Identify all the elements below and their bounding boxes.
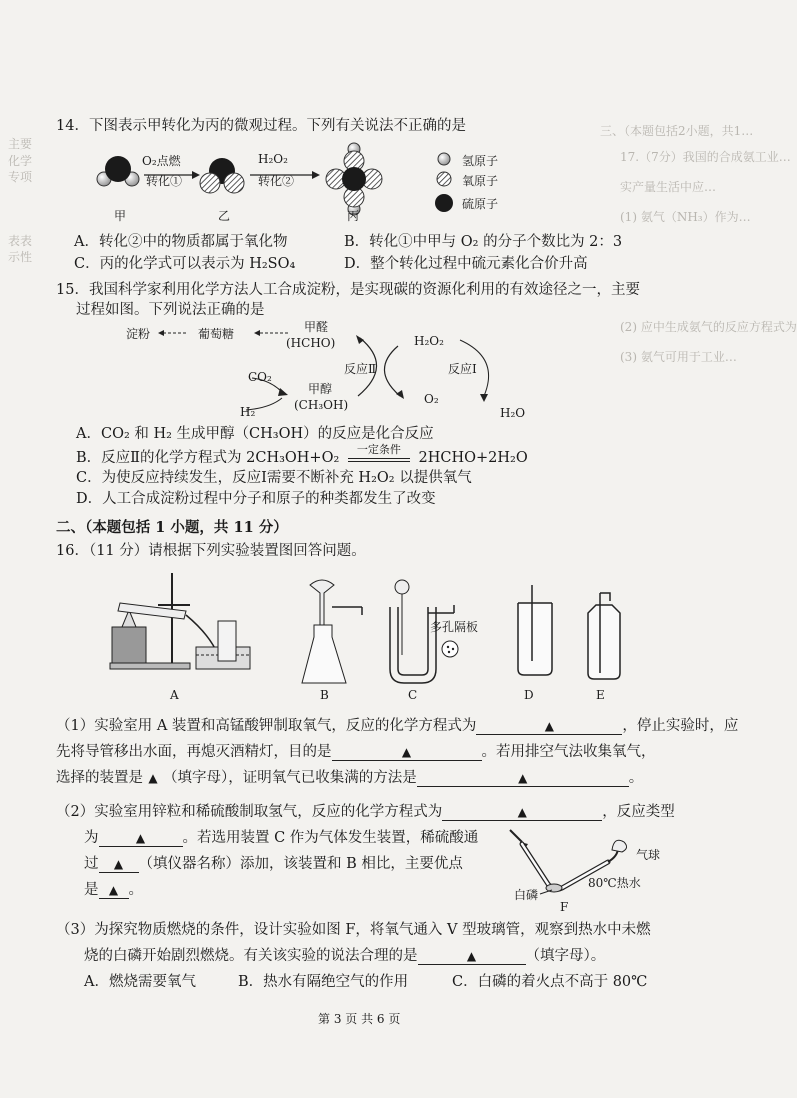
molecule-jia bbox=[97, 156, 139, 186]
h2o2-label: H₂O₂ bbox=[414, 334, 444, 348]
blank-choice[interactable] bbox=[418, 948, 526, 965]
h2o-label: H₂O bbox=[500, 406, 526, 420]
answer-mark: ▲ bbox=[135, 831, 146, 845]
q16-part3-line1: （3）为探究物质燃烧的条件，设计实验如图 F，将氧气通入 V 型玻璃管，观察到热水中未燃 bbox=[56, 922, 651, 938]
apparatus-label-c: C bbox=[408, 688, 418, 702]
q15-option-c[interactable]: C．为使反应持续发生，反应Ⅰ需要不断补充 H₂O₂ 以提供氧气 bbox=[76, 470, 472, 486]
q15-stem-line1: 15．我国科学家利用化学方法人工合成淀粉，是实现碳的资源化利用的有效途径之一，主要 bbox=[56, 282, 640, 298]
q16-option-c[interactable]: C．白磷的着火点不高于 80℃ bbox=[452, 974, 648, 990]
label-yi: 乙 bbox=[218, 209, 231, 223]
q14-stem: 14．下图表示甲转化为丙的微观过程。下列有关说法不正确的是 bbox=[56, 118, 466, 134]
label-bing: 丙 bbox=[347, 209, 360, 223]
q15-option-b-post: 2HCHO+2H₂O bbox=[418, 450, 528, 466]
q14-option-b[interactable]: B．转化①中甲与 O₂ 的分子个数比为 2：3 bbox=[344, 234, 623, 250]
h2-label: H₂ bbox=[240, 405, 256, 419]
q16-part1-line2 bbox=[56, 740, 656, 761]
legend-sulfur: 硫原子 bbox=[462, 197, 499, 211]
blank-reaction-type[interactable] bbox=[99, 830, 183, 847]
bleed-text: (2) 应中生成氨气的反应方程式为 bbox=[620, 320, 797, 334]
bleed-text: 三、（本题包括2小题，共1… bbox=[600, 124, 754, 138]
q14-option-c[interactable]: C．丙的化学式可以表示为 H₂SO₄ bbox=[74, 256, 296, 272]
q16-stem: 16．（11 分）请根据下列实验装置图回答问题。 bbox=[56, 543, 366, 559]
apparatus-a bbox=[110, 573, 250, 669]
answer-mark: ▲ bbox=[113, 857, 124, 871]
q15-option-b-pre: B．反应Ⅱ的化学方程式为 2CH₃OH+O₂ bbox=[76, 450, 340, 466]
q16-part2-text: ，反应类型 bbox=[602, 804, 675, 820]
q16-part1-text: （1）实验室用 A 装置和高锰酸钾制取氧气，反应的化学方程式为 bbox=[56, 718, 477, 734]
figure-f-label: F bbox=[560, 900, 569, 914]
balloon-label: 气球 bbox=[636, 848, 661, 862]
o2-label: O₂ bbox=[424, 392, 439, 406]
bleed-text: (3) 氨气可用于工业… bbox=[620, 350, 737, 364]
legend-sulfur-icon bbox=[435, 194, 453, 212]
arrow1-bottom: 转化① bbox=[146, 174, 183, 188]
q16-part2-line3 bbox=[84, 852, 463, 873]
q16-part1-text: 。 bbox=[628, 770, 644, 786]
answer-mark: ▲ bbox=[518, 771, 528, 785]
molecule-yi bbox=[200, 158, 244, 193]
page-footer: 第 3 页 共 6 页 bbox=[318, 1012, 401, 1026]
formaldehyde-label: 甲醛 bbox=[304, 320, 329, 334]
bleed-text: 化学 bbox=[8, 154, 33, 168]
answer-mark: ▲ bbox=[466, 949, 477, 963]
bleed-text: 示性 bbox=[8, 250, 33, 264]
legend-oxygen: 氧原子 bbox=[462, 174, 499, 188]
q16-part2-line4 bbox=[84, 878, 143, 899]
q16-part2-text: 。若选用装置 C 作为气体发生装置，稀硫酸通 bbox=[182, 830, 479, 846]
q14-option-a[interactable]: A．转化②中的物质都属于氧化物 bbox=[74, 234, 288, 250]
label-jia: 甲 bbox=[114, 209, 127, 223]
reaction-condition: 一定条件 bbox=[356, 443, 401, 456]
q16-option-b[interactable]: B．热水有隔绝空气的作用 bbox=[238, 974, 409, 990]
q16-part2-text: （填仪器名称）添加，该装置和 B 相比，主要优点 bbox=[138, 856, 463, 872]
bleed-text: 专项 bbox=[8, 170, 33, 184]
q15-option-a[interactable]: A．CO₂ 和 H₂ 生成甲醇（CH₃OH）的反应是化合反应 bbox=[76, 426, 434, 442]
bleed-text: 实产量生活中应… bbox=[620, 180, 717, 194]
bleed-text: 表表 bbox=[8, 234, 33, 248]
glucose-label: 葡萄糖 bbox=[198, 327, 235, 341]
bleed-text: 主要 bbox=[8, 137, 33, 151]
blank-method[interactable] bbox=[417, 770, 629, 787]
q15-stem-line2: 过程如图。下列说法正确的是 bbox=[76, 302, 265, 318]
blank-purpose[interactable] bbox=[332, 744, 482, 761]
q16-part3-text: 烧的白磷开始剧烈燃烧。有关该实验的说法合理的是 bbox=[84, 948, 418, 964]
q16-part1-text: （填字母），证明氧气已收集满的方法是 bbox=[163, 770, 417, 786]
q16-part3-line2 bbox=[84, 944, 605, 965]
arrow2-top: H₂O₂ bbox=[258, 152, 288, 166]
apparatus-d bbox=[518, 585, 552, 675]
apparatus-e bbox=[588, 593, 620, 679]
answer-mark: ▲ bbox=[544, 719, 555, 733]
arrow2-bottom: 转化② bbox=[258, 174, 295, 188]
apparatus-label-a: A bbox=[170, 688, 179, 702]
hcho-label: (HCHO) bbox=[286, 336, 336, 350]
q15-option-b[interactable] bbox=[76, 443, 528, 468]
q16-part2-line2 bbox=[84, 826, 478, 847]
apparatus-label-b: B bbox=[320, 688, 329, 702]
q16-part1-text: ，停止实验时，应 bbox=[622, 718, 739, 734]
answer-mark: ▲ bbox=[517, 805, 527, 819]
starch-label: 淀粉 bbox=[126, 327, 151, 341]
q16-part1-text: 选择的装置是 bbox=[56, 770, 143, 786]
q16-part1-text: 。若用排空气法收集氧气， bbox=[481, 744, 656, 760]
q16-part2-text: 过 bbox=[84, 856, 99, 872]
answer-mark: ▲ bbox=[148, 771, 158, 785]
white-phosphorus-label: 白磷 bbox=[514, 888, 539, 902]
q16-apparatus-diagram bbox=[100, 565, 620, 690]
q15-option-d[interactable]: D．人工合成淀粉过程中分子和原子的种类都发生了改变 bbox=[76, 491, 436, 507]
blank-instrument[interactable] bbox=[99, 856, 139, 873]
co2-label: CO₂ bbox=[248, 370, 272, 384]
q16-part2-line1 bbox=[56, 800, 675, 821]
q16-part3-text: （填字母）。 bbox=[525, 948, 606, 964]
q16-part2-text: （2）实验室用锌粒和稀硫酸制取氢气，反应的化学方程式为 bbox=[56, 804, 443, 820]
answer-mark: ▲ bbox=[108, 883, 119, 897]
q16-part2-text: 为 bbox=[84, 830, 99, 846]
porous-plate-label: 多孔隔板 bbox=[430, 620, 479, 634]
reaction2-label: 反应Ⅱ bbox=[344, 362, 377, 376]
methanol-label: 甲醇 bbox=[308, 382, 333, 396]
blank-device[interactable] bbox=[143, 770, 163, 786]
reaction1-label: 反应Ⅰ bbox=[448, 362, 477, 376]
arrow1-top: O₂点燃 bbox=[142, 154, 181, 168]
legend-oxygen-icon bbox=[437, 172, 451, 186]
apparatus-b bbox=[302, 580, 362, 683]
q16-part1-text: 先将导管移出水面，再熄灭酒精灯，目的是 bbox=[56, 744, 332, 760]
blank-equation-2[interactable] bbox=[442, 804, 602, 821]
q16-part2-text: 。 bbox=[128, 882, 143, 898]
section-2-heading: 二、（本题包括 1 小题，共 11 分） bbox=[56, 519, 288, 536]
bleed-text: 17.（7分）我国的合成氨工业… bbox=[620, 150, 791, 164]
ch3oh-label: (CH₃OH) bbox=[294, 398, 349, 412]
q14-option-d[interactable]: D．整个转化过程中硫元素化合价升高 bbox=[344, 256, 588, 272]
apparatus-label-e: E bbox=[596, 688, 605, 702]
legend-hydrogen-icon bbox=[438, 153, 450, 165]
bleed-text: (1) 氨气（NH₃）作为… bbox=[620, 210, 751, 224]
apparatus-label-d: D bbox=[524, 688, 534, 702]
hot-water-label: 80℃热水 bbox=[588, 876, 641, 890]
answer-mark: ▲ bbox=[401, 745, 412, 759]
q16-option-a[interactable]: A．燃烧需要氧气 bbox=[84, 974, 196, 990]
q16-part2-text: 是 bbox=[84, 882, 99, 898]
q16-part1-line3 bbox=[56, 766, 643, 787]
blank-advantage[interactable] bbox=[99, 882, 129, 899]
blank-equation-1[interactable] bbox=[476, 718, 622, 735]
molecule-bing bbox=[326, 143, 382, 215]
legend-hydrogen: 氢原子 bbox=[462, 154, 499, 168]
q16-part1-line1 bbox=[56, 714, 738, 735]
